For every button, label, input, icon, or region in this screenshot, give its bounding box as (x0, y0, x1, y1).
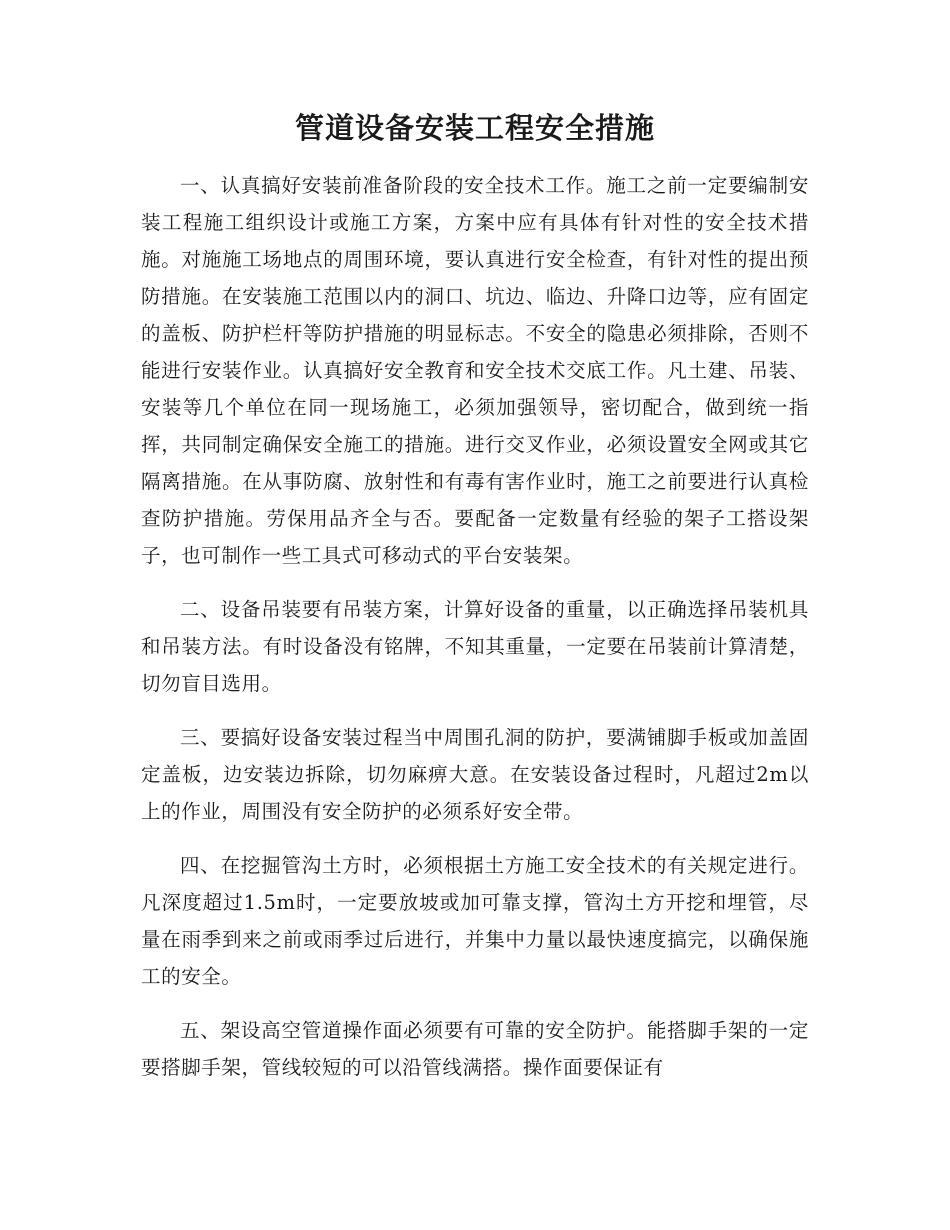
paragraph-3: 三、要搞好设备安装过程当中周围孔洞的防护，要满铺脚手板或加盖固定盖板，边安装边拆除，切勿麻痹大意。在安装设备过程时，凡超过2m以上的作业，周围没有安全防护的必须系好安全带。 (141, 726, 809, 823)
paragraph-4: 四、在挖掘管沟土方时，必须根据土方施工安全技术的有关规定进行。凡深度超过1.5m时，一定要放坡或加可靠支撑，管沟土方开挖和埋管，尽量在雨季到来之前或雨季过后进行，并集中力量以最快速度搞完，以确保施工的安全。 (141, 854, 809, 988)
document-body (141, 167, 809, 1086)
paragraph-2: 二、设备吊装要有吊装方案，计算好设备的重量，以正确选择吊装机具和吊装方法。有时设备没有铭牌，不知其重量，一定要在吊装前计算清楚，切勿盲目选用。 (141, 598, 809, 695)
paragraph-1: 一、认真搞好安装前准备阶段的安全技术工作。施工之前一定要编制安装工程施工组织设计或施工方案，方案中应有具体有针对性的安全技术措施。对施施工场地点的周围环境，要认真进行安全检查，有针对性的提出预防措施。在安装施工范围以内的洞口、坑边、临边、升降口边等，应有固定的盖板、防护栏杆等防护措施的明显标志。不安全的隐患必须排除，否则不能进行安装作业。认真搞好安全教育和安全技术交底工作。凡土建、吊装、安装等几个单位在同一现场施工，必须加强领导，密切配合，做到统一指挥，共同制定确保安全施工的措施。进行交叉作业，必须设置安全网或其它隔离措施。在从事防腐、放射性和有毒有害作业时，施工之前要进行认真检查防护措施。劳保用品齐全与否。要配备一定数量有经验的架子工搭设架子，也可制作一些工具式可移动式的平台安装架。 (141, 174, 809, 567)
document-title: 管道设备安装工程安全措施 (294, 111, 655, 145)
paragraph-5: 五、架设高空管道操作面必须要有可靠的安全防护。能搭脚手架的一定要搭脚手架，管线较短的可以沿管线满搭。操作面要保证有 (141, 1019, 809, 1079)
